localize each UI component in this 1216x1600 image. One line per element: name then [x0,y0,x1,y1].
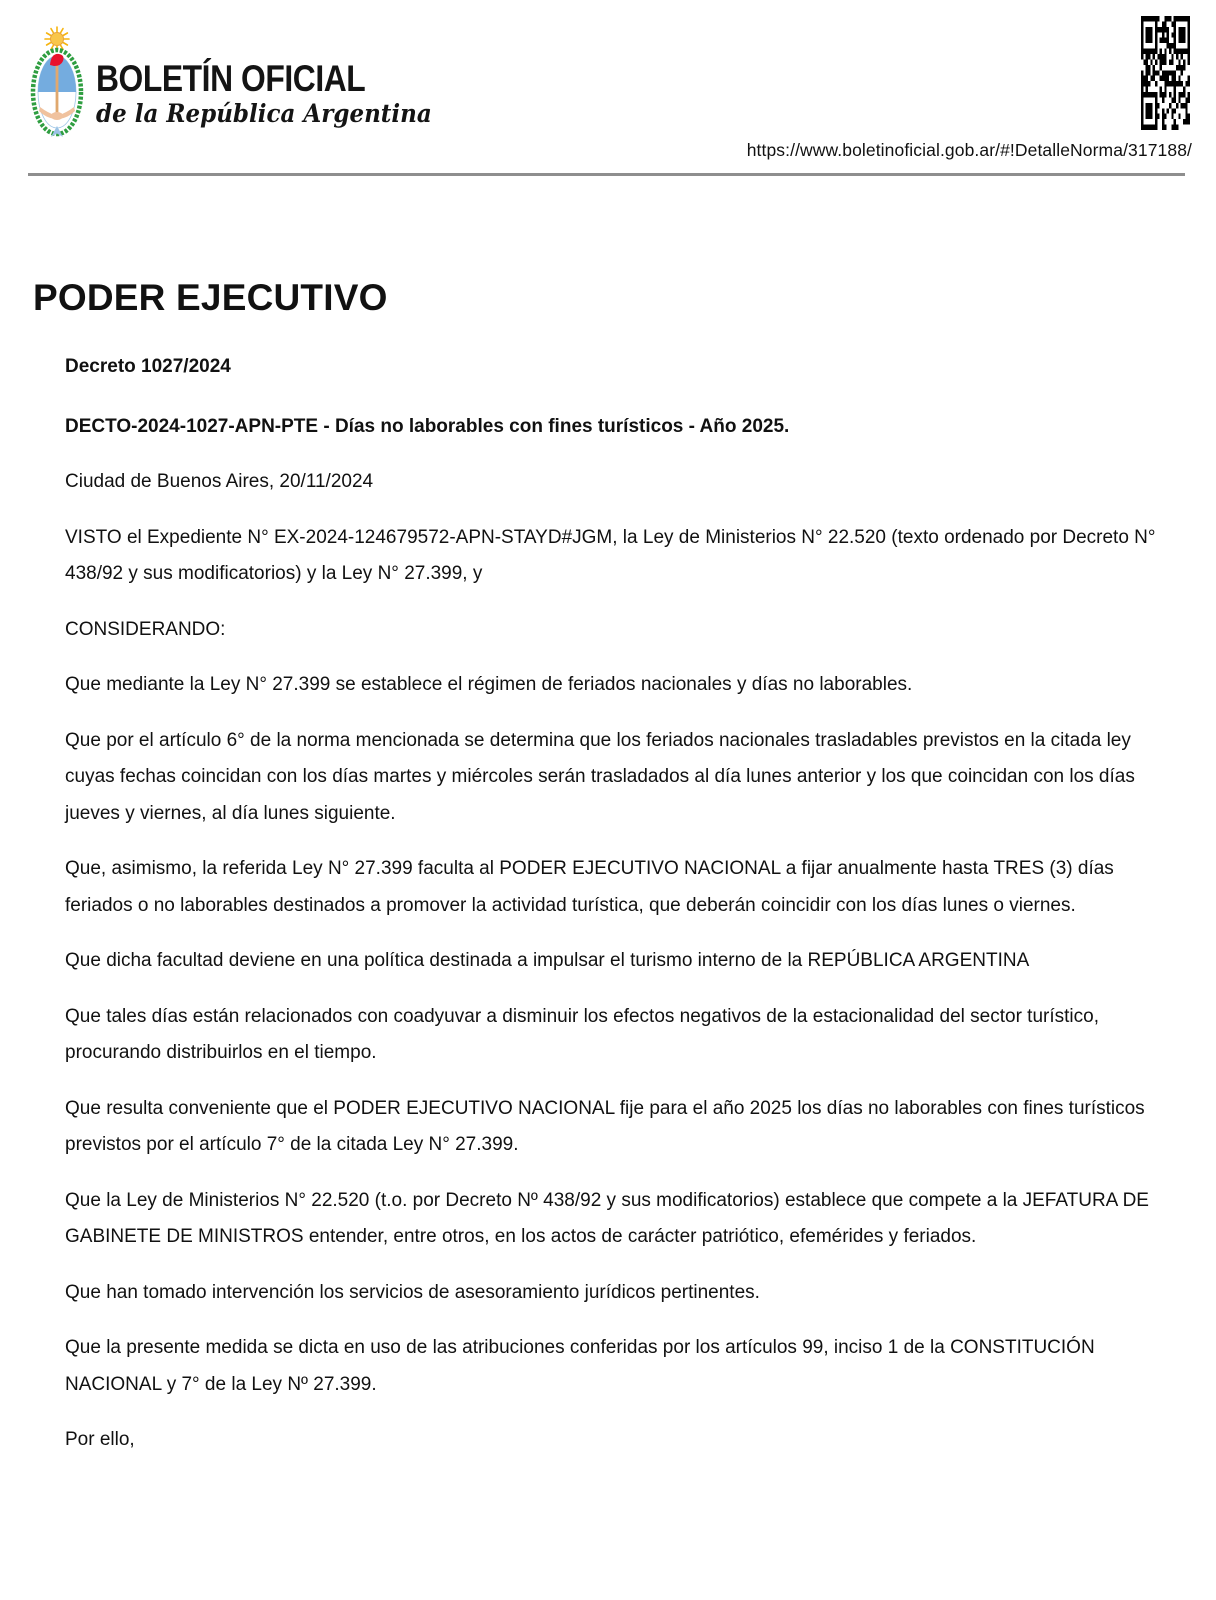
shield-icon [33,50,81,137]
document-paragraph: Que la presente medida se dicta en uso de las atribuciones conferidas por los artículos 99, inciso 1 de la CONSTITUCIÓN NACIONAL y 7° de la Ley Nº 27.399. [65,1337,1095,1395]
qr-code-icon [1141,16,1190,130]
document-paragraph: Que por el artículo 6° de la norma mencionada se determina que los feriados nacionales trasladables previstos en la citada ley cuyas fechas coincidan con los días martes y miércoles serán trasladados al día lunes anterior y los que coincidan con los días jueves y viernes, al día lunes siguiente. [65,729,1135,824]
brand-title: BOLETÍN OFICIAL [96,58,366,99]
document-url: https://www.boletinoficial.gob.ar/#!DetalleNorma/317188/ [746,140,1192,160]
page-header [0,0,1216,178]
decree-number-heading: Decreto 1027/2024 [65,356,231,377]
place-date-line: Ciudad de Buenos Aires, 20/11/2024 [65,471,374,492]
document-paragraph: Que han tomado intervención los servicios de asesoramiento jurídicos pertinentes. [65,1281,760,1303]
document-paragraph: Que dicha facultad deviene en una política destinada a impulsar el turismo interno de la REPÚBLICA ARGENTINA [65,950,1030,971]
sun-icon [45,27,69,51]
decree-subject-heading: DECTO-2024-1027-APN-PTE - Días no laborables con fines turísticos - Año 2025. [65,415,790,437]
brand-block [96,60,461,128]
document-paragraph: Que mediante la Ley N° 27.399 se establece el régimen de feriados nacionales y días no laborables. [65,674,913,695]
document-paragraph: VISTO el Expediente N° EX-2024-124679572-APN-STAYD#JGM, la Ley de Ministerios N° 22.520 (texto ordenado por Decreto N° 438/92 y sus modificatorios) y la Ley N° 27.399, y [65,526,1156,584]
header-divider [28,173,1185,176]
paragraph-list [65,520,1183,1459]
brand-subtitle: de la República Argentina [96,99,432,128]
document-paragraph: Que, asimismo, la referida Ley N° 27.399 faculta al PODER EJECUTIVO NACIONAL a fijar anualmente hasta TRES (3) días feriados o no laborables destinados a promover la actividad turística, que deberán coincidir con los días lunes o viernes. [65,858,1114,916]
document-paragraph: Que resulta conveniente que el PODER EJECUTIVO NACIONAL fije para el año 2025 los días no laborables con fines turísticos previstos por el artículo 7° de la citada Ley N° 27.399. [65,1097,1145,1155]
document-paragraph: Que tales días están relacionados con coadyuvar a disminuir los efectos negativos de la estacionalidad del sector turístico, procurando distribuirlos en el tiempo. [65,1005,1099,1063]
clasped-hands-icon [51,112,63,120]
coat-of-arms-logo [28,26,86,142]
document-paragraph: CONSIDERANDO: [65,618,226,640]
document-paragraph: Que la Ley de Ministerios N° 22.520 (t.o. por Decreto Nº 438/92 y sus modificatorios) establece que compete a la JEFATURA DE GABINETE DE MINISTROS entender, entre otros, en los actos de carácter patriótico, efemérides y feriados. [65,1189,1149,1247]
document-body [33,349,1183,1459]
page-title: PODER EJECUTIVO [33,277,388,318]
document-paragraph: Por ello, [65,1429,135,1450]
document-main [0,279,1216,1459]
